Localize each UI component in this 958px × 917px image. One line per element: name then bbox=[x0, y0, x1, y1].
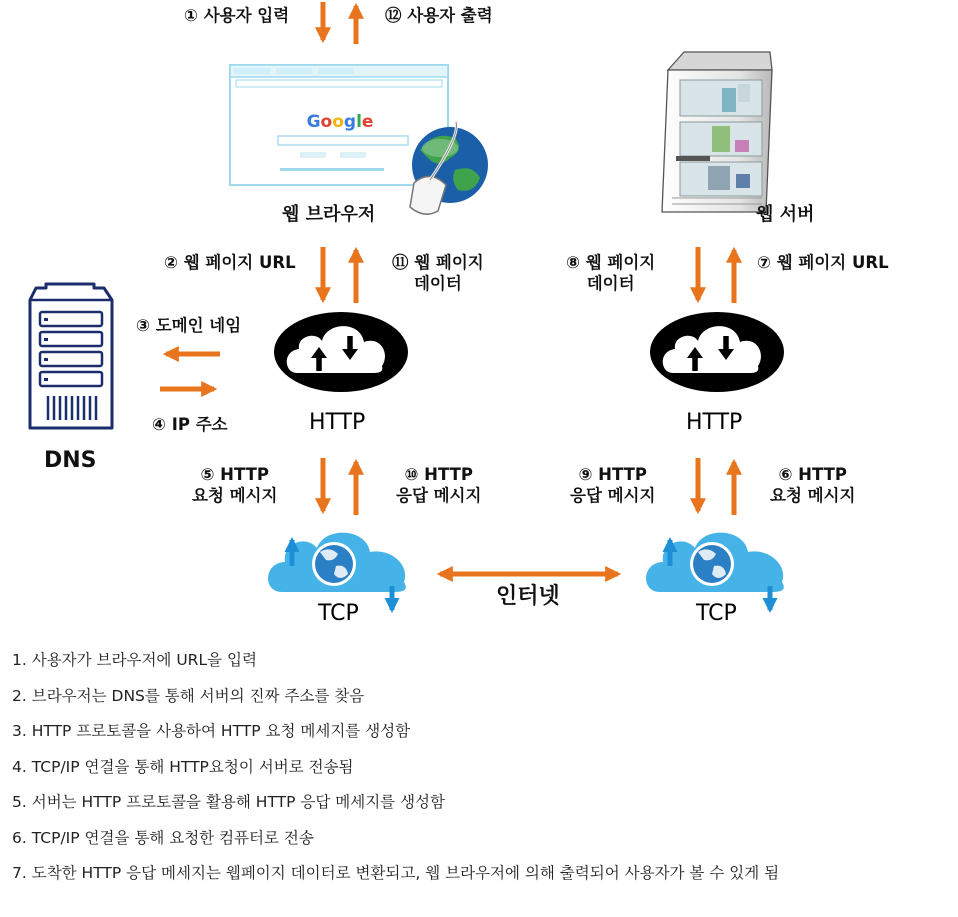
label-step3-domain: ③ 도메인 네임 bbox=[136, 316, 242, 335]
label-web-server: 웹 서버 bbox=[756, 204, 815, 225]
label-user-input: ① 사용자 입력 bbox=[184, 6, 290, 25]
label-http-left: HTTP bbox=[309, 410, 366, 435]
label-step5 bbox=[192, 464, 277, 506]
tcp-right-cloud-icon bbox=[646, 533, 784, 610]
label-step8-line2: 데이터 bbox=[586, 274, 635, 293]
label-step6 bbox=[770, 464, 855, 506]
tcp-left-cloud-icon bbox=[268, 533, 406, 610]
label-dns: DNS bbox=[44, 448, 97, 473]
label-step11-line1: ⑪ 웹 페이지 bbox=[392, 253, 484, 272]
label-step9-line2: 응답 메시지 bbox=[570, 486, 656, 505]
web-browser-icon bbox=[230, 65, 488, 214]
label-tcp-left: TCP bbox=[318, 601, 359, 626]
label-step6-line1: ⑥ HTTP bbox=[778, 465, 847, 484]
step-item: 7. 도착한 HTTP 응답 메세지는 웹페이지 데이터로 변환되고, 웹 브라우저에 의해 출력되어 사용자가 볼 수 있게 됨 bbox=[12, 864, 780, 882]
step-item: 6. TCP/IP 연결을 통해 요청한 컴퓨터로 전송 bbox=[12, 828, 314, 847]
label-user-output: ⑫ 사용자 출력 bbox=[385, 6, 493, 25]
label-step8 bbox=[566, 252, 655, 294]
label-step7-url: ⑦ 웹 페이지 URL bbox=[757, 253, 889, 272]
label-step10-line1: ⑩ HTTP bbox=[404, 465, 473, 484]
label-step11 bbox=[392, 252, 484, 294]
dns-server-icon bbox=[30, 284, 112, 428]
step-item: 1. 사용자가 브라우저에 URL을 입력 bbox=[12, 651, 257, 669]
label-step4-ip: ④ IP 주소 bbox=[152, 415, 228, 434]
http-right-icon bbox=[650, 312, 784, 392]
step-item: 4. TCP/IP 연결을 통해 HTTP요청이 서버로 전송됨 bbox=[12, 757, 354, 776]
label-internet: 인터넷 bbox=[496, 584, 560, 609]
label-step5-line2: 요청 메시지 bbox=[192, 486, 278, 505]
steps-list bbox=[12, 647, 779, 896]
http-left-icon bbox=[274, 312, 408, 392]
step-item: 2. 브라우저는 DNS를 통해 서버의 진짜 주소를 찾음 bbox=[12, 686, 365, 705]
web-server-icon bbox=[662, 52, 772, 212]
label-http-right: HTTP bbox=[686, 410, 743, 435]
label-step5-line1: ⑤ HTTP bbox=[200, 465, 269, 484]
label-web-browser: 웹 브라우저 bbox=[282, 204, 376, 225]
label-step8-line1: ⑧ 웹 페이지 bbox=[566, 253, 656, 272]
label-tcp-right: TCP bbox=[696, 601, 737, 626]
label-step9-line1: ⑨ HTTP bbox=[578, 465, 647, 484]
label-step11-line2: 데이터 bbox=[413, 274, 462, 293]
label-step10-line2: 응답 메시지 bbox=[396, 486, 482, 505]
step-item: 3. HTTP 프로토콜을 사용하여 HTTP 요청 메세지를 생성함 bbox=[12, 722, 411, 740]
label-step10 bbox=[396, 464, 481, 506]
svg-text:Google: Google bbox=[306, 112, 374, 132]
label-step2-url: ② 웹 페이지 URL bbox=[164, 253, 296, 272]
label-step9 bbox=[570, 464, 655, 506]
label-step6-line2: 요청 메시지 bbox=[770, 486, 856, 505]
step-item: 5. 서버는 HTTP 프로토콜을 활용해 HTTP 응답 메세지를 생성함 bbox=[12, 793, 445, 811]
